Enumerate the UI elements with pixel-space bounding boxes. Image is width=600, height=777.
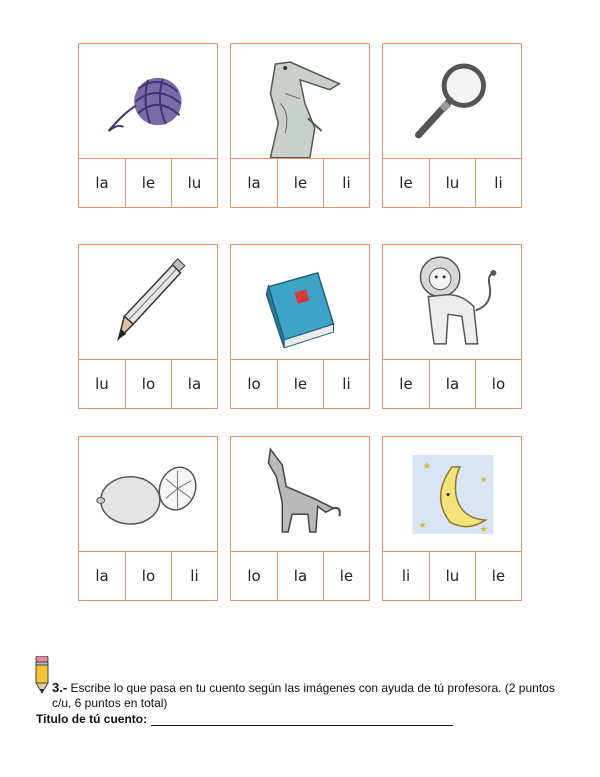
book-picture [231,245,369,360]
syllable[interactable]: lo [247,567,261,585]
lemon-icon [79,437,217,551]
syllable[interactable]: li [475,159,521,207]
syllable[interactable]: li [323,360,369,408]
card-wolf [230,436,370,601]
moon-icon [383,437,521,551]
svg-text:★: ★ [418,521,427,532]
card-yarn [78,43,218,208]
syllable[interactable]: lo [247,375,261,393]
wolf-picture [231,437,369,552]
syllable[interactable]: le [277,360,323,408]
pencil-icon [79,245,217,359]
lemon-picture [79,437,217,552]
syllable[interactable]: le [399,174,413,192]
syllable[interactable]: li [323,159,369,207]
magnifying-glass-icon [383,44,521,158]
svg-text:★: ★ [422,460,432,472]
syllable[interactable]: lo [125,552,171,600]
moon-picture [383,437,521,552]
syllable[interactable]: lu [429,552,475,600]
story-title-field [36,712,453,726]
crocodile-picture [231,44,369,159]
story-title-label: Titulo de tú cuento: [36,712,148,726]
pencil-icon [32,656,52,694]
syllable[interactable]: la [171,360,217,408]
syllable[interactable]: le [399,375,413,393]
yarn-ball-picture [79,44,217,159]
syllable[interactable]: le [277,159,323,207]
crocodile-icon [231,44,369,158]
book-icon [231,245,369,359]
syllable[interactable]: le [475,552,521,600]
story-title-blank[interactable] [151,713,453,726]
card-pencil [78,244,218,409]
lion-picture [383,245,521,360]
card-lemon [78,436,218,601]
syllable[interactable]: la [429,360,475,408]
card-magnifier [382,43,522,208]
pencil-picture [79,245,217,360]
card-moon [382,436,522,601]
card-lion [382,244,522,409]
syllable[interactable]: la [95,567,109,585]
syllable[interactable]: lo [125,360,171,408]
syllable[interactable]: la [95,174,109,192]
syllable[interactable]: lu [429,159,475,207]
instruction-number: 3.- [52,680,68,695]
lion-icon [383,245,521,359]
syllable[interactable]: le [323,552,369,600]
instruction-body: Escribe lo que pasa en tu cuento según las imágenes con ayuda de tú profesora. (2 puntos c/u, 6 puntos en total) [52,681,555,710]
svg-text:★: ★ [479,524,488,535]
syllable[interactable]: lu [171,159,217,207]
syllable[interactable]: lo [475,360,521,408]
yarn-ball-icon [79,44,217,158]
syllable[interactable]: la [277,552,323,600]
magnifier-picture [383,44,521,159]
card-book [230,244,370,409]
syllable[interactable]: lu [95,375,109,393]
syllable[interactable]: li [401,567,411,585]
svg-text:★: ★ [479,475,488,486]
syllable[interactable]: li [171,552,217,600]
syllable[interactable]: le [125,159,171,207]
card-crocodile [230,43,370,208]
syllable[interactable]: la [247,174,261,192]
wolf-icon [231,437,369,551]
instruction-text [52,680,572,711]
